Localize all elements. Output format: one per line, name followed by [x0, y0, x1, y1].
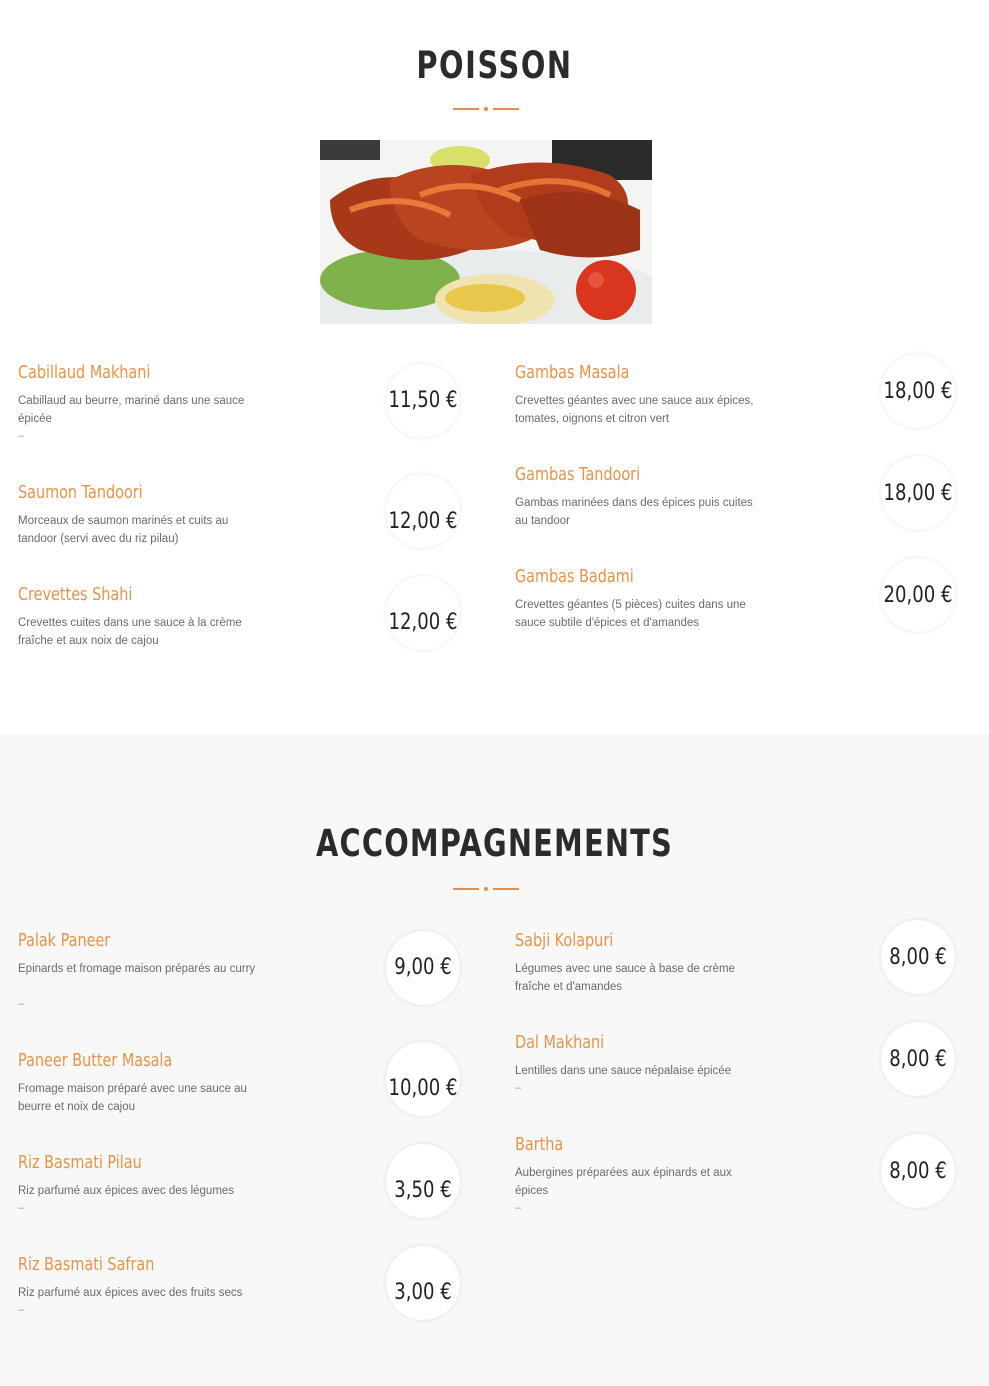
item-description: Crevettes géantes avec une sauce aux épices, tomates, oignons et citron vert [515, 395, 754, 425]
item-dash: – [18, 998, 25, 1010]
price-badge [386, 364, 460, 438]
item-price: 3,50 € [394, 1178, 452, 1203]
price-badge [386, 1042, 460, 1116]
item-dash: – [515, 1202, 522, 1214]
item-price: 8,00 € [889, 945, 947, 970]
item-name: Riz Basmati Pilau [18, 1152, 142, 1173]
item-name: Gambas Badami [515, 566, 634, 587]
item-price: 12,00 € [388, 509, 458, 534]
section-title: ACCOMPAGNEMENTS [316, 822, 673, 865]
item-price: 18,00 € [883, 481, 953, 506]
item-name: Bartha [515, 1134, 564, 1155]
price-badge [386, 576, 460, 650]
item-description: Epinards et fromage maison préparés au curry [18, 963, 256, 975]
item-description: Morceaux de saumon marinés et cuits au tandoor (servi avec du riz pilau) [18, 515, 229, 545]
item-description: Riz parfumé aux épices avec des fruits secs [18, 1287, 243, 1299]
item-description: Lentilles dans une sauce népalaise épicée [515, 1065, 732, 1077]
item-dash: – [18, 1304, 25, 1316]
item-name: Gambas Masala [515, 362, 630, 383]
price-badge [881, 456, 955, 530]
item-name: Sabji Kolapuri [515, 930, 614, 951]
item-dash: – [18, 1202, 25, 1214]
item-description: Légumes avec une sauce à base de crème fraîche et d'amandes [515, 963, 735, 993]
price-badge [386, 931, 460, 1005]
item-description: Cabillaud au beurre, mariné dans une sauce épicée [18, 395, 245, 425]
item-name: Gambas Tandoori [515, 464, 641, 485]
item-price: 18,00 € [883, 379, 953, 404]
price-badge [386, 474, 460, 548]
title-divider [453, 107, 519, 111]
item-dash: – [515, 1082, 522, 1094]
item-name: Saumon Tandoori [18, 482, 143, 503]
item-name: Paneer Butter Masala [18, 1050, 173, 1071]
price-badge [881, 1134, 955, 1208]
item-price: 12,00 € [388, 610, 458, 635]
section-title: POISSON [416, 44, 573, 87]
item-price: 20,00 € [883, 583, 953, 608]
item-price: 8,00 € [889, 1047, 947, 1072]
item-name: Riz Basmati Safran [18, 1254, 155, 1275]
accompagnements-section [0, 734, 989, 1386]
item-dash: – [18, 430, 25, 442]
item-description: Aubergines préparées aux épinards et aux épices [515, 1167, 732, 1197]
price-badge [386, 1144, 460, 1218]
price-badge [386, 1246, 460, 1320]
item-description: Crevettes géantes (5 pièces) cuites dans une sauce subtile d'épices et d'amandes [515, 599, 746, 629]
price-badge [881, 558, 955, 632]
item-price: 8,00 € [889, 1159, 947, 1184]
item-description: Gambas marinées dans des épices puis cuites au tandoor [515, 497, 753, 527]
item-description: Riz parfumé aux épices avec des légumes [18, 1185, 235, 1197]
shrimp-dish-photo [320, 140, 652, 324]
item-price: 9,00 € [394, 955, 452, 980]
item-price: 10,00 € [388, 1076, 458, 1101]
price-badge [881, 1022, 955, 1096]
item-name: Dal Makhani [515, 1032, 605, 1053]
item-description: Crevettes cuites dans une sauce à la crème fraîche et aux noix de cajou [18, 617, 242, 647]
item-description: Fromage maison préparé avec une sauce au beurre et noix de cajou [18, 1083, 247, 1113]
price-badge [881, 354, 955, 428]
item-name: Cabillaud Makhani [18, 362, 151, 383]
item-price: 11,50 € [388, 388, 458, 413]
item-name: Crevettes Shahi [18, 584, 133, 605]
price-badge [881, 920, 955, 994]
title-divider [453, 887, 519, 891]
item-price: 3,00 € [394, 1280, 452, 1305]
item-name: Palak Paneer [18, 930, 111, 951]
